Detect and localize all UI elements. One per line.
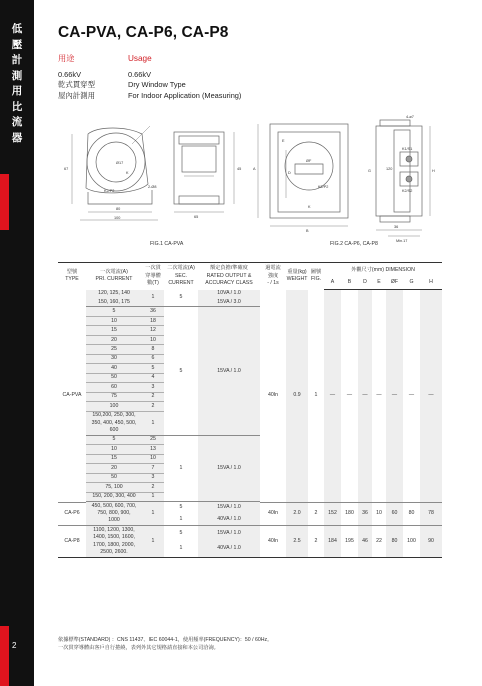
pri-cell: 150,200, 250, 300, 350, 400, 450, 500, 600 <box>86 411 142 435</box>
table-row <box>58 502 442 513</box>
pri-cell: 15 <box>86 454 142 463</box>
fig-cell: 1 <box>308 290 324 503</box>
turns-cell: 5 <box>142 364 164 373</box>
usage-application-en: For Indoor Application (Measuring) <box>128 90 242 100</box>
fig2-diameter-label: ØF <box>306 159 312 163</box>
dim-f-cell: — <box>386 290 403 503</box>
header-fig: 圖號 FIG. <box>308 263 324 290</box>
turns-cell: 1 <box>142 290 164 307</box>
dim-d-cell: — <box>358 290 372 503</box>
section-char: 壓 <box>11 38 23 51</box>
dim-f-cell: 80 <box>386 526 403 557</box>
usage-voltage-zh: 0.66kV <box>58 69 82 79</box>
section-char: 流 <box>11 116 23 128</box>
turns-cell: 1 <box>142 492 164 501</box>
sidebar-accent-bar <box>0 174 9 230</box>
turns-cell: 6 <box>142 354 164 363</box>
sec-cell: 1 <box>164 542 198 558</box>
note-winding: 一次貫穿導體由客戶自行捲繞，表列外其它規格請直接和本公司洽詢。 <box>58 645 219 652</box>
usage-zh <box>58 54 95 101</box>
fig2-e-label: E <box>282 139 285 143</box>
turns-cell: 10 <box>142 454 164 463</box>
fig2-h-label: H <box>432 169 435 173</box>
header-dim-f: ØF <box>386 276 403 290</box>
sec-cell: 5 <box>179 530 183 537</box>
dimension-figures <box>58 112 442 252</box>
fig1-hole-dia: 2-Ø8 <box>148 185 157 189</box>
pri-cell: 30 <box>86 354 142 363</box>
spec-table <box>58 262 442 558</box>
fig2-hole-label: 4-ø7 <box>406 115 414 119</box>
weight-cell: 0.9 <box>286 290 308 503</box>
type-cell-p6: CA-P6 <box>58 502 86 526</box>
pri-cell: 10 <box>86 316 142 325</box>
pri-cell: 120, 125, 140 <box>86 290 142 298</box>
page-title: CA-PVA, CA-P6, CA-P8 <box>58 24 229 41</box>
header-dim-g: G <box>403 276 420 290</box>
turns-cell: 1 <box>142 411 164 435</box>
weight-cell: 2.5 <box>286 526 308 557</box>
fig1-side-width: 65 <box>194 215 199 219</box>
turns-cell: 4 <box>142 373 164 382</box>
usage-type-en: Dry Window Type <box>128 80 186 89</box>
fig1-side-height: 45 <box>237 167 242 171</box>
fig2-min-label: Min.17 <box>396 239 408 243</box>
dim-e-cell: — <box>372 290 386 503</box>
fig-cell: 2 <box>308 526 324 557</box>
pri-cell: 1100, 1200, 1300, 1400, 1500, 1600, 1700, 1800, 2000, 2500, 2600. <box>86 526 142 557</box>
rated-cell: 15VA / 1.0 <box>198 435 260 501</box>
rated-cell: 10VA / 1.0 <box>198 290 260 298</box>
header-dim-h: H <box>420 276 442 290</box>
specification-table <box>58 262 442 558</box>
pri-cell: 60 <box>86 383 142 392</box>
dim-g-cell: 80 <box>403 502 420 526</box>
pri-cell: 10 <box>86 445 142 454</box>
sec-cell: 1 <box>164 514 198 526</box>
dim-d-cell: 46 <box>358 526 372 557</box>
dim-g-cell: 100 <box>403 526 420 557</box>
turns-cell: 2 <box>142 392 164 401</box>
turns-cell: 3 <box>142 473 164 482</box>
dim-h-cell: 90 <box>420 526 442 557</box>
fig2-a-label: A <box>253 167 256 171</box>
dim-f-cell: 60 <box>386 502 403 526</box>
header-dim-b: B <box>341 276 358 290</box>
rated-cell: 15VA / 1.0 <box>198 526 260 542</box>
fig2-120-label: 120 <box>386 167 393 171</box>
turns-cell: 2 <box>142 402 164 411</box>
fig2-g-label: G <box>368 169 371 173</box>
turns-cell: 36 <box>142 307 164 316</box>
pri-cell: 100 <box>86 402 142 411</box>
rated-cell: 15VA / 1.0 <box>198 307 260 435</box>
fig2-b-label: B <box>306 229 309 233</box>
dim-b-cell: — <box>341 290 358 503</box>
fig2-terminal-label: K2/P2 <box>318 185 329 189</box>
rated-cell: 40VA / 1.0 <box>198 514 260 526</box>
header-type: 型號 TYPE <box>58 263 86 290</box>
fig2-d-label: D <box>288 171 291 175</box>
fig2-k1-label: K1/S1 <box>402 147 413 151</box>
header-dim-d: D <box>358 276 372 290</box>
header-rated-output: 額定負擔/準確度 RATED OUTPUT & ACCURACY CLASS <box>198 263 260 290</box>
sec-cell: 1 <box>164 435 198 501</box>
section-char: 計 <box>11 54 23 66</box>
pri-cell: 25 <box>86 345 142 354</box>
section-char: 器 <box>11 131 23 144</box>
pri-cell: 150, 160, 175 <box>86 298 142 307</box>
footnotes <box>58 636 442 652</box>
usage-label-en: Usage <box>128 54 152 63</box>
dim-d-cell: 36 <box>358 502 372 526</box>
pri-cell: 50 <box>86 473 142 482</box>
section-char: 低 <box>11 23 23 35</box>
fig2-k2-label: K2/S2 <box>402 189 413 193</box>
pri-cell: 40 <box>86 364 142 373</box>
fig2-36-label: 36 <box>394 225 399 229</box>
pri-cell: 20 <box>86 335 142 344</box>
overcurrent-cell: 40In <box>260 502 286 526</box>
overcurrent-cell: 40In <box>260 290 286 503</box>
fig1-terminal-label: K2/P2 <box>104 189 115 193</box>
pri-cell: 450, 500, 600, 700, 750, 800, 900, 1000 <box>86 502 142 526</box>
dim-b-cell: 180 <box>341 502 358 526</box>
usage-label-zh: 用途 <box>58 54 75 63</box>
fig1-width-top: 80 <box>116 207 121 211</box>
dim-e-cell: 22 <box>372 526 386 557</box>
note-standard: 依據標準(STANDARD) ：CNS 11437、IEC 60044-1，使用頻率(FREQUENCY)：50 / 60Hz。 <box>58 637 273 643</box>
pri-cell: 75 <box>86 392 142 401</box>
dim-a-cell: 184 <box>324 526 341 557</box>
sec-cell: 5 <box>179 504 183 511</box>
pri-cell: 75, 100 <box>86 483 142 492</box>
header-dim-a: A <box>324 276 341 290</box>
table-row <box>58 526 442 542</box>
dim-g-cell: — <box>403 290 420 503</box>
pri-cell: 50 <box>86 373 142 382</box>
dim-h-cell: 78 <box>420 502 442 526</box>
turns-cell: 1 <box>142 526 164 557</box>
header-weight: 重量(kg) WEIGHT <box>286 263 308 290</box>
usage-en <box>128 54 241 101</box>
pri-cell: 5 <box>86 307 142 316</box>
turns-cell: 25 <box>142 435 164 444</box>
sec-cell: 5 <box>164 290 198 307</box>
turns-cell: 8 <box>142 345 164 354</box>
turns-cell: 12 <box>142 326 164 335</box>
rated-cell: 15VA / 3.0 <box>198 298 260 307</box>
dim-a-cell: 152 <box>324 502 341 526</box>
fig1-height: 67 <box>64 167 69 171</box>
turns-cell: 10 <box>142 335 164 344</box>
turns-cell: 3 <box>142 383 164 392</box>
header-sec-current: 二次電流(A) SEC. CURRENT <box>164 263 198 290</box>
technical-drawings <box>58 112 442 252</box>
fig2-caption: FIG.2 CA-P6, CA-P8 <box>330 241 378 247</box>
header-dim-e: E <box>372 276 386 290</box>
sidebar-footer-bar <box>0 626 9 686</box>
section-title-vertical <box>0 22 34 146</box>
header-pri-current: 一次電流(A) PRI. CURRENT <box>86 263 142 290</box>
turns-cell: 18 <box>142 316 164 325</box>
pri-cell: 20 <box>86 464 142 473</box>
turns-cell: 13 <box>142 445 164 454</box>
dim-a-cell: — <box>324 290 341 503</box>
usage-type-zh: 乾式貫穿型 <box>58 80 95 89</box>
header-turns: 一次貫 穿導體 數(T) <box>142 263 164 290</box>
section-char: 用 <box>11 85 23 97</box>
rated-cell: 40VA / 1.0 <box>198 542 260 558</box>
usage-voltage-en: 0.66kV <box>128 69 152 79</box>
section-char: 比 <box>11 100 23 113</box>
fig1-diameter-label: Ø17 <box>116 161 124 165</box>
fig1-caption: FIG.1 CA-PVA <box>150 241 184 247</box>
page-number: 2 <box>12 641 17 650</box>
pri-cell: 15 <box>86 326 142 335</box>
rated-cell: 15VA / 1.0 <box>198 502 260 513</box>
dim-h-cell: — <box>420 290 442 503</box>
usage-application-zh: 屋內計測用 <box>58 90 95 100</box>
pri-cell: 5 <box>86 435 142 444</box>
table-row <box>58 290 442 298</box>
type-cell-p8: CA-P8 <box>58 526 86 557</box>
pri-cell: 150, 200, 300, 400 <box>86 492 142 501</box>
fig1-k-label: K <box>126 171 129 175</box>
header-dimension: 外觀尺寸(mm) DIMENSION <box>324 263 442 276</box>
fig1-width-bottom: 100 <box>114 216 121 220</box>
fig2-k-label: K <box>308 205 311 209</box>
dim-b-cell: 195 <box>341 526 358 557</box>
turns-cell: 1 <box>142 502 164 526</box>
turns-cell: 7 <box>142 464 164 473</box>
dim-e-cell: 10 <box>372 502 386 526</box>
sec-cell: 5 <box>164 307 198 435</box>
type-cell-pva: CA-PVA <box>58 290 86 503</box>
weight-cell: 2.0 <box>286 502 308 526</box>
turns-cell: 2 <box>142 483 164 492</box>
header-overcurrent: 過電流 強度 - / 1s <box>260 263 286 290</box>
fig-cell: 2 <box>308 502 324 526</box>
overcurrent-cell: 40In <box>260 526 286 557</box>
section-char: 測 <box>11 69 23 82</box>
